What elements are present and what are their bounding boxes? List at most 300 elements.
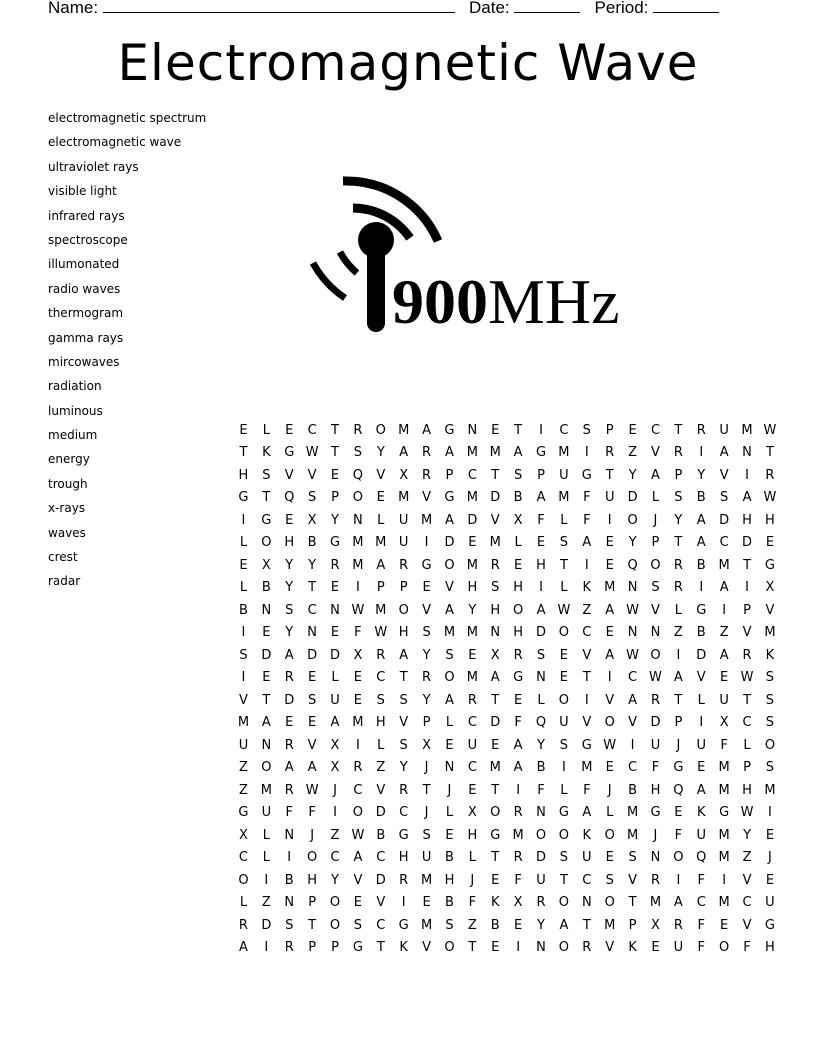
grid-letter[interactable]: I <box>241 512 246 528</box>
grid-letter[interactable]: I <box>516 940 521 956</box>
grid-letter[interactable]: V <box>742 625 752 641</box>
grid-letter[interactable]: A <box>399 647 409 663</box>
grid-letter[interactable]: R <box>490 557 500 573</box>
grid-letter[interactable]: O <box>375 422 386 438</box>
grid-letter[interactable]: W <box>351 827 365 843</box>
grid-letter[interactable]: V <box>651 445 660 461</box>
grid-letter[interactable]: U <box>559 467 569 483</box>
grid-letter[interactable]: A <box>330 715 340 731</box>
grid-letter[interactable]: D <box>444 535 455 551</box>
grid-letter[interactable]: H <box>467 827 478 843</box>
grid-letter[interactable]: N <box>581 895 592 911</box>
grid-letter[interactable]: E <box>720 917 729 933</box>
grid-letter[interactable]: Y <box>674 512 683 528</box>
grid-letter[interactable]: E <box>468 535 477 551</box>
grid-letter[interactable]: T <box>674 692 683 708</box>
grid-letter[interactable]: G <box>490 827 501 843</box>
grid-letter[interactable]: P <box>537 467 545 483</box>
grid-letter[interactable]: J <box>424 760 429 776</box>
grid-letter[interactable]: I <box>539 580 543 596</box>
grid-letter[interactable]: E <box>262 670 271 686</box>
grid-letter[interactable]: N <box>536 805 546 821</box>
grid-letter[interactable]: H <box>765 940 775 956</box>
grid-letter[interactable]: H <box>490 602 501 618</box>
grid-letter[interactable]: L <box>239 535 248 551</box>
grid-letter[interactable]: O <box>238 872 249 888</box>
grid-letter[interactable]: U <box>696 827 707 843</box>
grid-letter[interactable]: V <box>422 602 432 618</box>
grid-letter[interactable]: E <box>765 872 775 888</box>
grid-letter[interactable]: Z <box>238 782 248 798</box>
grid-letter[interactable]: O <box>604 715 615 731</box>
grid-letter[interactable]: I <box>264 872 269 888</box>
grid-letter[interactable]: V <box>307 467 317 483</box>
grid-letter[interactable]: T <box>262 490 271 506</box>
grid-letter[interactable]: T <box>582 670 591 686</box>
grid-letter[interactable]: U <box>261 805 272 821</box>
grid-letter[interactable]: B <box>696 557 706 573</box>
grid-letter[interactable]: D <box>490 490 501 506</box>
grid-letter[interactable]: H <box>742 782 752 798</box>
grid-letter[interactable]: T <box>582 917 591 933</box>
grid-letter[interactable]: Y <box>285 625 294 641</box>
grid-letter[interactable]: I <box>516 782 521 798</box>
grid-letter[interactable]: A <box>536 602 546 618</box>
grid-letter[interactable]: X <box>330 760 340 776</box>
grid-letter[interactable]: T <box>491 850 500 866</box>
grid-letter[interactable]: I <box>745 580 749 596</box>
grid-letter[interactable]: F <box>720 737 728 753</box>
grid-letter[interactable]: U <box>719 422 729 438</box>
grid-letter[interactable]: S <box>559 535 569 551</box>
grid-letter[interactable]: L <box>331 670 339 686</box>
grid-letter[interactable]: H <box>513 625 524 641</box>
grid-letter[interactable]: J <box>768 850 772 866</box>
grid-letter[interactable]: V <box>696 670 706 686</box>
grid-letter[interactable]: W <box>557 602 571 618</box>
grid-letter[interactable]: E <box>353 895 362 911</box>
grid-letter[interactable]: P <box>308 895 317 911</box>
grid-letter[interactable]: W <box>374 625 388 641</box>
grid-letter[interactable]: G <box>719 805 730 821</box>
grid-letter[interactable]: R <box>399 872 409 888</box>
grid-letter[interactable]: X <box>719 715 729 731</box>
grid-letter[interactable]: V <box>628 715 638 731</box>
grid-letter[interactable]: M <box>352 535 364 551</box>
grid-letter[interactable]: S <box>536 647 546 663</box>
grid-letter[interactable]: T <box>331 445 339 461</box>
grid-letter[interactable]: O <box>627 512 638 528</box>
grid-letter[interactable]: O <box>604 895 615 911</box>
grid-letter[interactable]: R <box>399 557 409 573</box>
grid-letter[interactable]: E <box>514 557 523 573</box>
grid-letter[interactable]: M <box>558 490 570 506</box>
grid-letter[interactable]: G <box>238 805 249 821</box>
grid-letter[interactable]: A <box>536 490 546 506</box>
grid-letter[interactable]: Y <box>537 737 545 753</box>
grid-letter[interactable]: X <box>353 647 363 663</box>
grid-letter[interactable]: H <box>444 872 455 888</box>
grid-letter[interactable]: O <box>558 692 570 708</box>
grid-letter[interactable]: Y <box>285 580 294 596</box>
grid-letter[interactable]: A <box>673 895 683 911</box>
grid-letter[interactable]: T <box>674 535 683 551</box>
grid-letter[interactable]: A <box>513 737 523 753</box>
grid-letter[interactable]: S <box>720 490 729 506</box>
grid-letter[interactable]: V <box>445 580 454 596</box>
grid-letter[interactable]: W <box>626 602 640 618</box>
grid-letter[interactable]: M <box>581 760 593 776</box>
grid-letter[interactable]: S <box>285 917 294 933</box>
grid-letter[interactable]: E <box>605 850 614 866</box>
grid-letter[interactable]: I <box>561 760 566 776</box>
grid-letter[interactable]: N <box>536 940 546 956</box>
grid-letter[interactable]: J <box>424 805 429 821</box>
grid-letter[interactable]: C <box>330 850 340 866</box>
grid-letter[interactable]: H <box>238 467 249 483</box>
grid-letter[interactable]: M <box>764 782 776 798</box>
grid-letter[interactable]: U <box>467 737 478 753</box>
grid-letter[interactable]: U <box>719 692 729 708</box>
grid-letter[interactable]: U <box>536 872 546 888</box>
grid-letter[interactable]: U <box>559 715 569 731</box>
grid-letter[interactable]: U <box>765 895 775 911</box>
grid-letter[interactable]: Z <box>376 760 386 776</box>
grid-letter[interactable]: E <box>330 580 340 596</box>
grid-letter[interactable]: U <box>238 737 249 753</box>
grid-letter[interactable]: S <box>422 827 431 843</box>
grid-letter[interactable]: A <box>399 445 409 461</box>
grid-letter[interactable]: H <box>742 512 752 528</box>
grid-letter[interactable]: G <box>764 917 775 933</box>
grid-letter[interactable]: L <box>377 737 385 753</box>
grid-letter[interactable]: F <box>583 512 591 528</box>
grid-letter[interactable]: I <box>333 805 337 821</box>
grid-letter[interactable]: Z <box>719 625 729 641</box>
grid-letter[interactable]: G <box>329 535 341 551</box>
period-blank[interactable] <box>653 0 719 13</box>
grid-letter[interactable]: V <box>719 467 729 483</box>
grid-letter[interactable]: T <box>628 895 637 911</box>
grid-letter[interactable]: R <box>513 647 523 663</box>
grid-letter[interactable]: O <box>558 940 570 956</box>
grid-letter[interactable]: N <box>627 580 638 596</box>
grid-letter[interactable]: V <box>742 917 752 933</box>
grid-letter[interactable]: D <box>330 647 341 663</box>
grid-letter[interactable]: E <box>308 670 317 686</box>
grid-letter[interactable]: I <box>630 737 635 753</box>
grid-letter[interactable]: D <box>307 647 318 663</box>
grid-letter[interactable]: B <box>376 827 386 843</box>
grid-letter[interactable]: M <box>626 827 639 843</box>
grid-letter[interactable]: R <box>284 940 294 956</box>
grid-letter[interactable]: V <box>238 692 248 708</box>
grid-letter[interactable]: E <box>285 422 294 438</box>
grid-letter[interactable]: Y <box>628 467 637 483</box>
grid-letter[interactable]: E <box>445 737 454 753</box>
grid-letter[interactable]: R <box>650 872 660 888</box>
grid-letter[interactable]: O <box>558 827 570 843</box>
grid-letter[interactable]: T <box>674 422 683 438</box>
grid-letter[interactable]: F <box>651 760 660 776</box>
grid-letter[interactable]: X <box>422 737 432 753</box>
grid-letter[interactable]: L <box>697 692 705 708</box>
grid-letter[interactable]: K <box>628 940 637 956</box>
grid-letter[interactable]: O <box>261 535 272 551</box>
grid-letter[interactable]: A <box>422 422 432 438</box>
grid-letter[interactable]: A <box>651 467 660 483</box>
grid-letter[interactable]: O <box>764 737 776 753</box>
grid-letter[interactable]: O <box>329 895 341 911</box>
grid-letter[interactable]: W <box>351 602 365 618</box>
grid-letter[interactable]: Y <box>628 535 637 551</box>
grid-letter[interactable]: U <box>582 850 592 866</box>
grid-letter[interactable]: I <box>241 670 246 686</box>
grid-letter[interactable]: E <box>605 760 614 776</box>
grid-letter[interactable]: K <box>582 827 592 843</box>
grid-letter[interactable]: L <box>262 827 270 843</box>
grid-letter[interactable]: O <box>650 647 661 663</box>
grid-letter[interactable]: O <box>558 625 570 641</box>
grid-letter[interactable]: K <box>696 805 706 821</box>
grid-letter[interactable]: M <box>352 557 364 573</box>
grid-letter[interactable]: E <box>239 422 248 438</box>
grid-letter[interactable]: N <box>650 625 661 641</box>
grid-letter[interactable]: O <box>352 805 364 821</box>
grid-letter[interactable]: N <box>650 850 661 866</box>
grid-letter[interactable]: I <box>424 535 429 551</box>
grid-letter[interactable]: R <box>765 467 775 483</box>
grid-letter[interactable]: R <box>353 760 363 776</box>
grid-letter[interactable]: S <box>399 737 408 753</box>
grid-letter[interactable]: V <box>284 467 294 483</box>
grid-letter[interactable]: S <box>239 647 248 663</box>
grid-letter[interactable]: I <box>355 737 360 753</box>
grid-letter[interactable]: A <box>445 445 454 461</box>
grid-letter[interactable]: T <box>765 445 774 461</box>
grid-letter[interactable]: T <box>262 692 271 708</box>
grid-letter[interactable]: H <box>536 557 546 573</box>
grid-letter[interactable]: B <box>284 872 294 888</box>
grid-letter[interactable]: E <box>514 692 523 708</box>
grid-letter[interactable]: Z <box>330 827 340 843</box>
grid-letter[interactable]: X <box>330 737 340 753</box>
grid-letter[interactable]: F <box>697 872 705 888</box>
grid-letter[interactable]: C <box>467 760 477 776</box>
grid-letter[interactable]: Y <box>422 647 431 663</box>
grid-letter[interactable]: C <box>467 467 477 483</box>
grid-letter[interactable]: N <box>742 445 752 461</box>
grid-letter[interactable]: T <box>399 670 408 686</box>
grid-letter[interactable]: A <box>284 760 294 776</box>
grid-letter[interactable]: M <box>489 535 501 551</box>
grid-letter[interactable]: T <box>559 872 568 888</box>
grid-letter[interactable]: F <box>537 782 545 798</box>
grid-letter[interactable]: V <box>353 872 363 888</box>
grid-letter[interactable]: O <box>558 895 570 911</box>
grid-letter[interactable]: A <box>719 647 729 663</box>
grid-letter[interactable]: G <box>513 670 524 686</box>
grid-letter[interactable]: E <box>651 940 660 956</box>
grid-letter[interactable]: D <box>696 647 707 663</box>
grid-letter[interactable]: R <box>399 782 409 798</box>
grid-letter[interactable]: S <box>445 647 454 663</box>
grid-letter[interactable]: C <box>353 782 363 798</box>
grid-letter[interactable]: A <box>719 580 729 596</box>
grid-letter[interactable]: S <box>376 692 385 708</box>
grid-letter[interactable]: M <box>718 895 730 911</box>
grid-letter[interactable]: M <box>489 445 501 461</box>
grid-letter[interactable]: J <box>653 827 658 843</box>
grid-letter[interactable]: M <box>512 827 524 843</box>
grid-letter[interactable]: E <box>605 535 614 551</box>
grid-letter[interactable]: E <box>605 625 614 641</box>
grid-letter[interactable]: M <box>375 535 387 551</box>
grid-letter[interactable]: W <box>763 490 777 506</box>
grid-letter[interactable]: C <box>559 422 569 438</box>
grid-letter[interactable]: X <box>513 512 523 528</box>
grid-letter[interactable]: B <box>628 782 638 798</box>
grid-letter[interactable]: Q <box>352 467 364 483</box>
grid-letter[interactable]: E <box>353 692 362 708</box>
grid-letter[interactable]: D <box>536 625 547 641</box>
grid-letter[interactable]: O <box>352 490 364 506</box>
grid-letter[interactable]: R <box>673 445 683 461</box>
grid-letter[interactable]: S <box>307 490 317 506</box>
grid-letter[interactable]: C <box>307 602 317 618</box>
grid-letter[interactable]: G <box>764 557 775 573</box>
grid-letter[interactable]: O <box>535 827 547 843</box>
grid-letter[interactable]: Y <box>399 760 408 776</box>
grid-letter[interactable]: P <box>331 490 339 506</box>
grid-letter[interactable]: E <box>697 760 706 776</box>
grid-letter[interactable]: I <box>355 580 360 596</box>
grid-letter[interactable]: Q <box>696 850 707 866</box>
grid-letter[interactable]: B <box>696 625 706 641</box>
grid-letter[interactable]: F <box>583 782 591 798</box>
grid-letter[interactable]: T <box>743 692 752 708</box>
grid-letter[interactable]: X <box>238 827 248 843</box>
grid-letter[interactable]: A <box>445 602 454 618</box>
grid-letter[interactable]: E <box>422 895 431 911</box>
grid-letter[interactable]: T <box>331 422 339 438</box>
grid-letter[interactable]: G <box>444 490 455 506</box>
grid-letter[interactable]: G <box>581 467 592 483</box>
grid-letter[interactable]: V <box>651 602 660 618</box>
grid-letter[interactable]: E <box>445 827 454 843</box>
grid-letter[interactable]: S <box>765 715 775 731</box>
grid-letter[interactable]: S <box>559 737 569 753</box>
grid-letter[interactable]: V <box>490 512 500 528</box>
grid-letter[interactable]: K <box>399 940 408 956</box>
grid-letter[interactable]: J <box>470 872 475 888</box>
grid-letter[interactable]: I <box>287 850 292 866</box>
grid-letter[interactable]: S <box>262 467 271 483</box>
grid-letter[interactable]: A <box>742 490 752 506</box>
grid-letter[interactable]: W <box>649 670 662 686</box>
grid-letter[interactable]: T <box>491 467 500 483</box>
grid-letter[interactable]: S <box>674 490 683 506</box>
grid-letter[interactable]: M <box>626 805 639 821</box>
grid-letter[interactable]: C <box>582 625 592 641</box>
grid-letter[interactable]: C <box>376 917 386 933</box>
grid-letter[interactable]: U <box>398 535 409 551</box>
grid-letter[interactable]: X <box>261 557 271 573</box>
grid-letter[interactable]: L <box>239 580 248 596</box>
grid-letter[interactable]: A <box>696 782 706 798</box>
grid-letter[interactable]: O <box>261 760 272 776</box>
grid-letter[interactable]: V <box>605 940 615 956</box>
grid-letter[interactable]: A <box>513 760 523 776</box>
grid-letter[interactable]: A <box>719 445 729 461</box>
grid-letter[interactable]: T <box>376 940 385 956</box>
grid-letter[interactable]: H <box>398 625 409 641</box>
grid-letter[interactable]: R <box>582 940 592 956</box>
grid-letter[interactable]: A <box>445 512 454 528</box>
grid-letter[interactable]: X <box>467 805 477 821</box>
grid-letter[interactable]: L <box>560 782 568 798</box>
grid-letter[interactable]: V <box>605 692 615 708</box>
grid-letter[interactable]: R <box>330 557 340 573</box>
grid-letter[interactable]: R <box>284 782 294 798</box>
grid-letter[interactable]: H <box>650 782 661 798</box>
grid-letter[interactable]: F <box>514 715 522 731</box>
grid-letter[interactable]: D <box>375 872 386 888</box>
grid-letter[interactable]: L <box>445 805 454 821</box>
grid-letter[interactable]: V <box>399 715 409 731</box>
grid-letter[interactable]: N <box>627 625 638 641</box>
grid-letter[interactable]: I <box>584 445 589 461</box>
grid-letter[interactable]: E <box>536 535 546 551</box>
grid-letter[interactable]: F <box>308 805 316 821</box>
grid-letter[interactable]: X <box>490 647 500 663</box>
grid-letter[interactable]: S <box>514 467 523 483</box>
grid-letter[interactable]: E <box>491 737 500 753</box>
grid-letter[interactable]: P <box>651 535 660 551</box>
grid-letter[interactable]: S <box>285 602 294 618</box>
grid-letter[interactable]: A <box>238 940 248 956</box>
grid-letter[interactable]: I <box>241 625 246 641</box>
grid-letter[interactable]: I <box>722 602 727 618</box>
grid-letter[interactable]: F <box>583 490 591 506</box>
grid-letter[interactable]: O <box>398 602 409 618</box>
grid-letter[interactable]: K <box>765 647 775 663</box>
grid-letter[interactable]: P <box>331 940 339 956</box>
grid-letter[interactable]: G <box>535 445 547 461</box>
grid-letter[interactable]: E <box>422 580 431 596</box>
grid-letter[interactable]: I <box>607 512 612 528</box>
grid-letter[interactable]: O <box>444 557 455 573</box>
grid-letter[interactable]: R <box>238 917 248 933</box>
grid-letter[interactable]: I <box>676 872 681 888</box>
grid-letter[interactable]: Z <box>261 895 271 911</box>
grid-letter[interactable]: E <box>559 670 569 686</box>
grid-letter[interactable]: W <box>763 422 777 438</box>
grid-letter[interactable]: D <box>467 512 478 528</box>
grid-letter[interactable]: P <box>445 467 454 483</box>
grid-letter[interactable]: H <box>765 512 775 528</box>
grid-letter[interactable]: F <box>674 827 683 843</box>
grid-letter[interactable]: M <box>489 760 501 776</box>
date-blank[interactable] <box>514 0 580 13</box>
grid-letter[interactable]: M <box>237 715 250 731</box>
grid-letter[interactable]: Y <box>468 602 477 618</box>
grid-letter[interactable]: A <box>307 760 317 776</box>
grid-letter[interactable]: V <box>376 895 386 911</box>
grid-letter[interactable]: N <box>307 625 317 641</box>
grid-letter[interactable]: R <box>673 917 683 933</box>
grid-letter[interactable]: T <box>559 557 568 573</box>
